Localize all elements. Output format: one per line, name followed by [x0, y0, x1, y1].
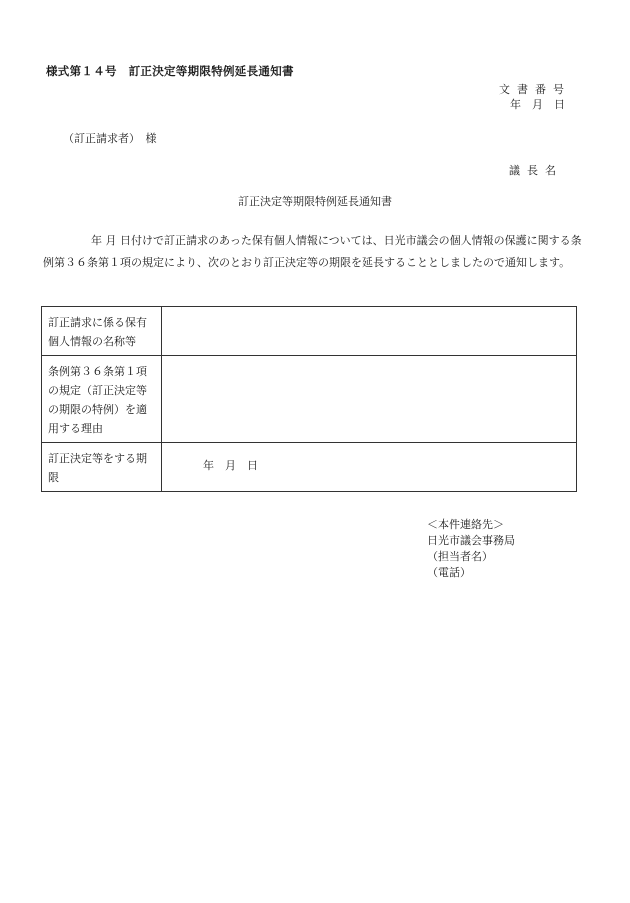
row-value-deadline	[162, 443, 577, 492]
deadline-date: 年 月 日	[203, 459, 258, 472]
table-row	[42, 356, 577, 443]
row-label-reason: 条例第３６条第１項の規定（訂正決定等の期限の特例）を適用する理由	[42, 356, 162, 443]
contact-office: 日光市議会事務局	[427, 534, 515, 547]
notice-title: 訂正決定等期限特例延長通知書	[238, 195, 392, 208]
contact-phone: （電話）	[427, 566, 471, 579]
contact-heading: ＜本件連絡先＞	[427, 518, 504, 531]
form-title: 様式第１４号 訂正決定等期限特例延長通知書	[46, 64, 294, 78]
row-label-info-name: 訂正請求に係る保有個人情報の名称等	[42, 307, 162, 356]
contact-person: （担当者名）	[427, 550, 493, 563]
document-number-label: 文書番号	[499, 83, 571, 96]
notice-body: 年 月 日付けで訂正請求のあった保有個人情報については、日光市議会の個人情報の保護に関する条例第３６条第１項の規定により、次のとおり訂正決定等の期限を延長することとしましたので通知します。	[43, 234, 582, 269]
addressee: （訂正請求者） 様	[63, 132, 157, 145]
sender-name: 議長名	[509, 164, 563, 177]
issue-date-label: 年 月 日	[510, 98, 565, 111]
table-row	[42, 443, 577, 492]
contact-block	[427, 517, 515, 581]
row-value-reason	[162, 356, 577, 443]
row-label-deadline: 訂正決定等をする期限	[42, 443, 162, 492]
table-row	[42, 307, 577, 356]
info-table	[41, 306, 577, 492]
row-value-info-name	[162, 307, 577, 356]
